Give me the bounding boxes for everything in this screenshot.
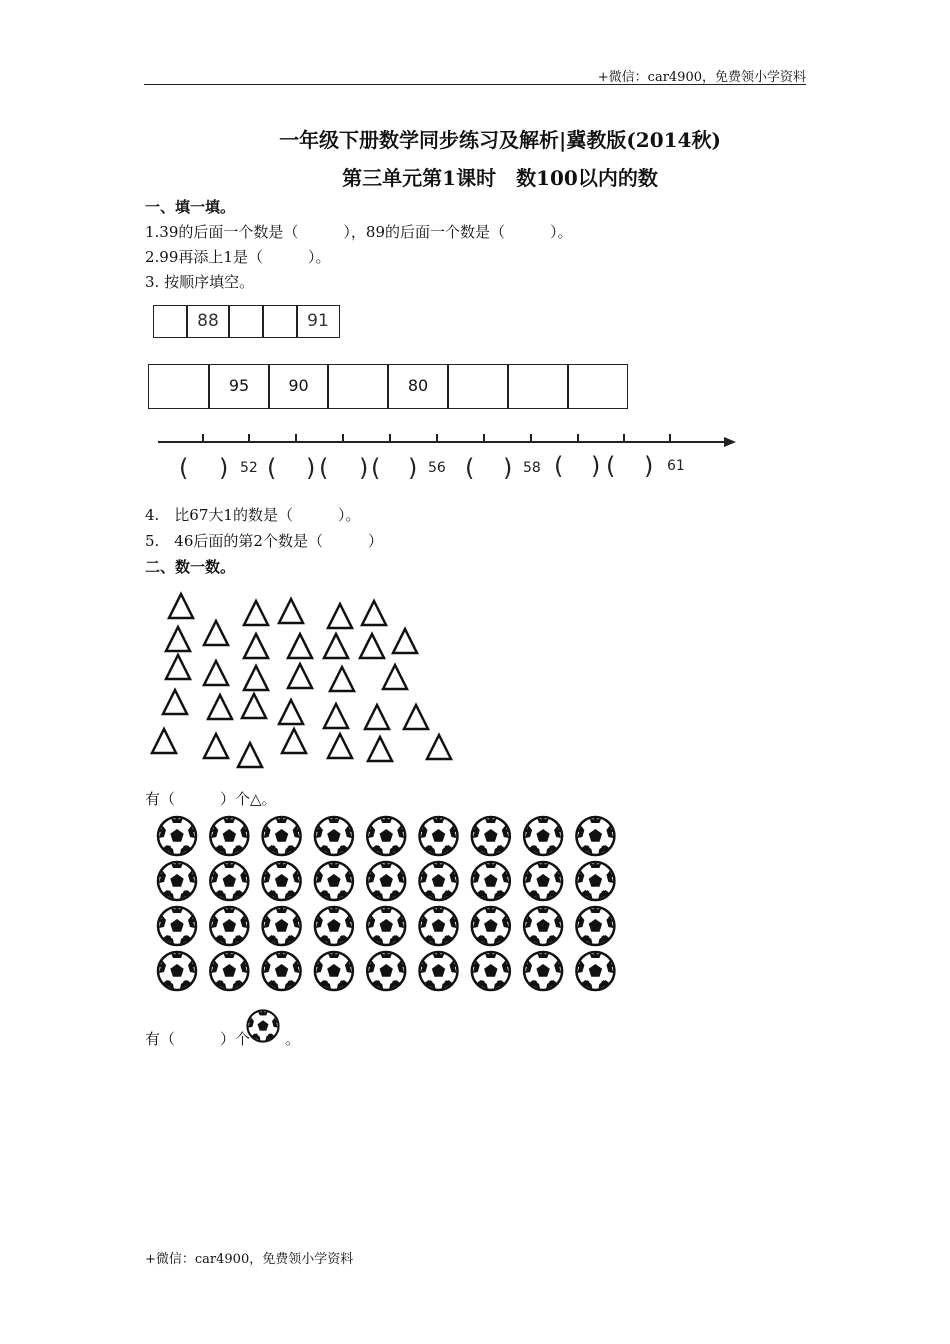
triangle-answer: 有（ ）个△。 — [145, 790, 277, 808]
svg-text:(: ( — [371, 454, 381, 482]
soccer-ball-icon — [263, 952, 301, 990]
soccer-ball-icon — [315, 817, 353, 855]
soccer-ball-icon — [420, 907, 458, 945]
section2-heading: 二、数一数。 — [145, 558, 236, 576]
svg-text:(: ( — [179, 454, 189, 482]
soccer-ball-icon — [472, 862, 510, 900]
soccer-ball-icon — [315, 862, 353, 900]
soccer-ball-icon — [524, 907, 562, 945]
soccer-ball-icon — [367, 817, 405, 855]
seq2-cell: 80 — [387, 364, 449, 409]
soccer-ball-icon — [472, 817, 510, 855]
svg-text:(: ( — [267, 454, 277, 482]
soccer-ball-icon — [315, 907, 353, 945]
soccer-ball-icon — [158, 862, 196, 900]
numberline-label: 61 — [667, 458, 685, 474]
lesson-title: 第三单元第1课时 数100以内的数 — [342, 166, 658, 190]
question-1: 1.39的后面一个数是（ ），89的后面一个数是（ ）。 — [145, 223, 573, 241]
soccer-ball-icon — [367, 952, 405, 990]
section1-heading: 一、填一填。 — [145, 198, 236, 216]
soccer-ball-icon — [210, 862, 248, 900]
seq2-cell: 95 — [208, 364, 270, 409]
svg-text:): ) — [503, 454, 513, 482]
soccer-ball-icon — [315, 952, 353, 990]
numberline-label: 52 — [240, 460, 258, 476]
svg-text:): ) — [306, 454, 316, 482]
soccer-ball-icon — [210, 952, 248, 990]
soccer-ball-icon — [263, 862, 301, 900]
soccer-ball-icon — [158, 907, 196, 945]
ball-answer — [145, 1028, 250, 1049]
soccer-ball-icon — [420, 952, 458, 990]
soccer-ball-icon — [210, 907, 248, 945]
svg-text:): ) — [644, 452, 654, 480]
soccer-ball-icon — [420, 862, 458, 900]
soccer-ball-icon — [576, 952, 614, 990]
svg-text:): ) — [359, 454, 369, 482]
seq1-cell: 88 — [186, 305, 230, 338]
soccer-ball-icon — [158, 817, 196, 855]
svg-text:): ) — [408, 454, 418, 482]
svg-text:): ) — [591, 452, 601, 480]
soccer-ball-icon — [367, 862, 405, 900]
ball-answer-text: 有（ ）个 — [145, 1030, 251, 1048]
svg-text:): ) — [219, 454, 229, 482]
svg-text:(: ( — [554, 452, 564, 480]
footer-watermark: +微信：car4900，免费领小学资料 — [145, 1252, 354, 1267]
page-title: 一年级下册数学同步练习及解析|冀教版(2014秋) — [279, 128, 721, 152]
soccer-ball-icon — [263, 817, 301, 855]
numberline-label: 58 — [523, 460, 541, 476]
soccer-ball-icon — [158, 952, 196, 990]
ball-answer-end: 。 — [285, 1030, 301, 1048]
soccer-ball-icon — [576, 907, 614, 945]
soccer-ball-icon — [472, 952, 510, 990]
soccer-ball-icon — [210, 817, 248, 855]
soccer-ball-icon — [524, 862, 562, 900]
question-2: 2.99再添上1是（ ）。 — [145, 248, 331, 266]
soccer-ball-icon — [263, 907, 301, 945]
question-3: 3. 按顺序填空。 — [145, 273, 255, 291]
soccer-ball-icon — [367, 907, 405, 945]
soccer-ball-icon — [246, 1009, 280, 1043]
seq1-cell: 91 — [296, 305, 340, 338]
seq2-cell: 90 — [268, 364, 329, 409]
soccer-ball-icon — [524, 817, 562, 855]
soccer-ball-icon — [472, 907, 510, 945]
svg-text:(: ( — [606, 452, 616, 480]
question-4: 4. 比67大1的数是（ ）。 — [145, 506, 361, 524]
soccer-ball-icon — [420, 817, 458, 855]
soccer-ball-icon — [576, 817, 614, 855]
soccer-ball-icon — [524, 952, 562, 990]
svg-text:(: ( — [465, 454, 475, 482]
header-watermark: +微信：car4900，免费领小学资料 — [597, 70, 806, 85]
numberline-label: 56 — [428, 460, 446, 476]
question-5: 5. 46后面的第2个数是（ ） — [145, 532, 383, 550]
soccer-ball-icon — [576, 862, 614, 900]
svg-text:(: ( — [319, 454, 329, 482]
